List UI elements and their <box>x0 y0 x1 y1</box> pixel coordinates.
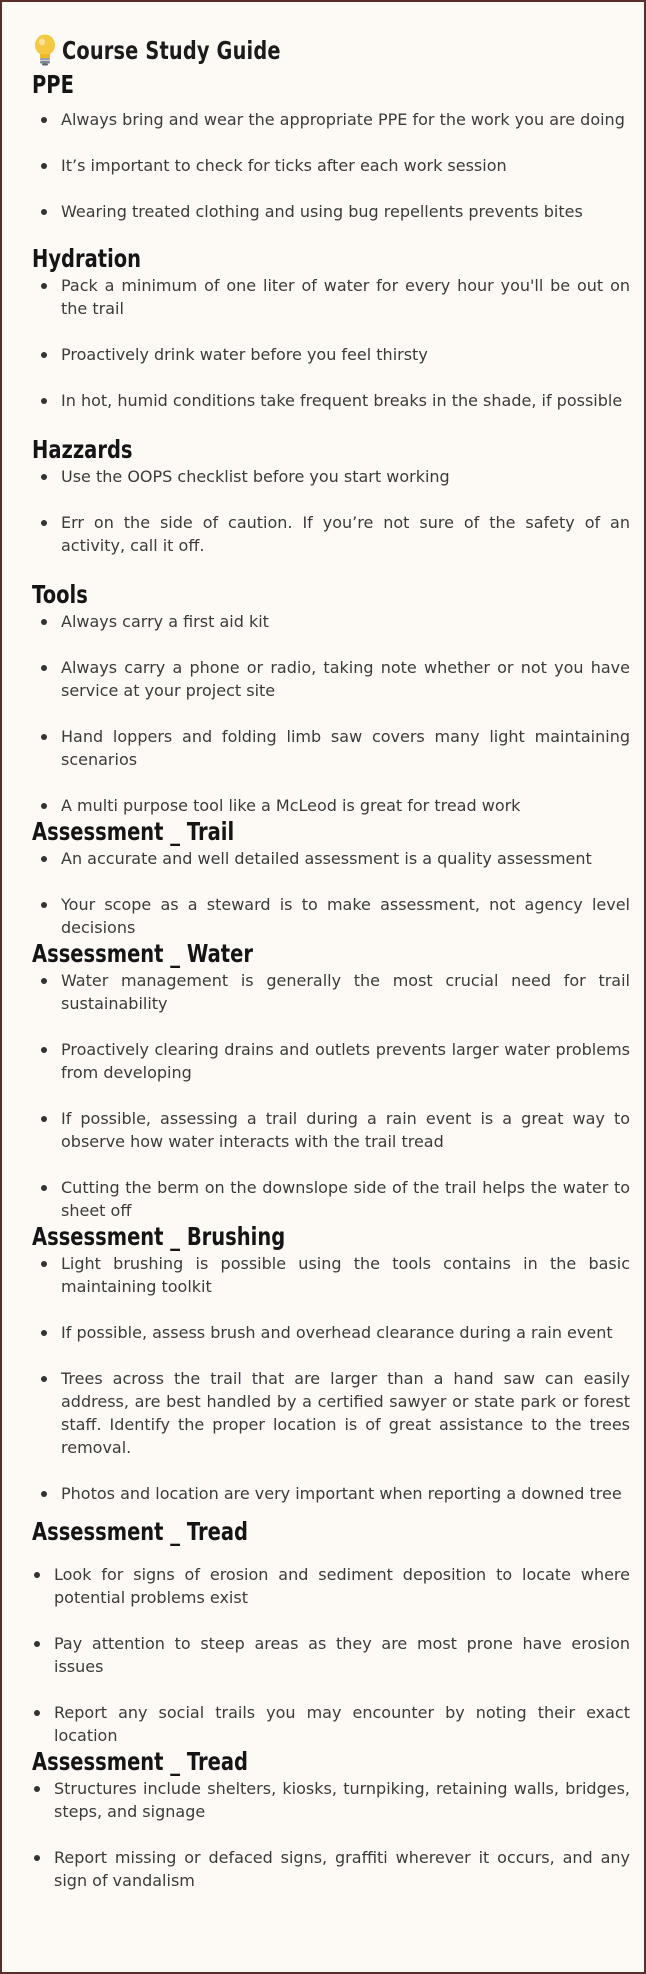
assessment-tread-list <box>32 1563 630 1747</box>
section-title-ppe: PPE <box>32 70 74 99</box>
list-item: It’s important to check for ticks after each work session <box>32 154 630 177</box>
section-title-hydration: Hydration <box>32 244 142 273</box>
list-item: Proactively clearing drains and outlets prevents larger water problems from developing <box>32 1038 630 1084</box>
section-title-assessment-trail: Assessment _ Trail <box>32 817 235 846</box>
list-item: Report missing or defaced signs, graffiti wherever it occurs, and any sign of vandalism <box>32 1846 630 1892</box>
list-item: Err on the side of caution. If you’re not sure of the safety of an activity, call it off. <box>32 511 630 557</box>
list-item: Water management is generally the most crucial need for trail sustainability <box>32 969 630 1015</box>
list-item: Use the OOPS checklist before you start working <box>32 465 630 488</box>
section-title-tools: Tools <box>32 580 88 609</box>
section-tools <box>32 580 630 817</box>
list-item: Photos and location are very important when reporting a downed tree <box>32 1482 630 1505</box>
section-hazzards <box>32 435 630 557</box>
page-title: Course Study Guide <box>62 35 281 65</box>
list-item: Always carry a first aid kit <box>32 610 630 633</box>
list-item: Structures include shelters, kiosks, turnpiking, retaining walls, bridges, steps, and signage <box>32 1777 630 1823</box>
section-title-assessment-tread-2: Assessment _ Tread <box>32 1747 248 1776</box>
assessment-brushing-list <box>32 1252 630 1505</box>
list-item: In hot, humid conditions take frequent breaks in the shade, if possible <box>32 389 630 412</box>
list-item: Always carry a phone or radio, taking note whether or not you have service at your project site <box>32 656 630 702</box>
list-item: Always bring and wear the appropriate PPE for the work you are doing <box>32 108 630 131</box>
assessment-water-list <box>32 969 630 1222</box>
section-title-assessment-water: Assessment _ Water <box>32 939 253 968</box>
list-item: A multi purpose tool like a McLeod is great for tread work <box>32 794 630 817</box>
section-assessment-structures <box>32 1747 630 1892</box>
list-item: An accurate and well detailed assessment is a quality assessment <box>32 847 630 870</box>
assessment-structures-list <box>32 1777 630 1892</box>
list-item: Proactively drink water before you feel thirsty <box>32 343 630 366</box>
list-item: If possible, assess brush and overhead clearance during a rain event <box>32 1321 630 1344</box>
section-title-assessment-tread: Assessment _ Tread <box>32 1517 248 1546</box>
hydration-list <box>32 274 630 412</box>
list-item: Hand loppers and folding limb saw covers many light maintaining scenarios <box>32 725 630 771</box>
guide-header <box>32 32 630 68</box>
section-assessment-tread <box>32 1517 630 1747</box>
section-ppe <box>32 70 630 223</box>
list-item: Wearing treated clothing and using bug repellents prevents bites <box>32 200 630 223</box>
list-item: Pay attention to steep areas as they are most prone have erosion issues <box>32 1632 630 1678</box>
hazzards-list <box>32 465 630 557</box>
lightbulb-icon <box>32 34 58 66</box>
tools-list <box>32 610 630 817</box>
section-hydration <box>32 244 630 412</box>
assessment-trail-list <box>32 847 630 939</box>
list-item: Light brushing is possible using the tools contains in the basic maintaining toolkit <box>32 1252 630 1298</box>
section-title-hazzards: Hazzards <box>32 435 133 464</box>
list-item: Look for signs of erosion and sediment deposition to locate where potential problems exist <box>32 1563 630 1609</box>
list-item: Your scope as a steward is to make assessment, not agency level decisions <box>32 893 630 939</box>
list-item: Trees across the trail that are larger than a hand saw can easily address, are best handled by a certified sawyer or state park or forest staff. Identify the proper location is of great assistance to the trees removal. <box>32 1367 630 1459</box>
section-assessment-water <box>32 939 630 1222</box>
section-assessment-trail <box>32 817 630 939</box>
section-assessment-brushing <box>32 1222 630 1505</box>
list-item: Cutting the berm on the downslope side of the trail helps the water to sheet off <box>32 1176 630 1222</box>
list-item: Report any social trails you may encounter by noting their exact location <box>32 1701 630 1747</box>
list-item: If possible, assessing a trail during a rain event is a great way to observe how water interacts with the trail tread <box>32 1107 630 1153</box>
study-guide-content <box>32 32 630 1892</box>
ppe-list <box>32 108 630 223</box>
section-title-assessment-brushing: Assessment _ Brushing <box>32 1222 286 1251</box>
list-item: Pack a minimum of one liter of water for every hour you'll be out on the trail <box>32 274 630 320</box>
